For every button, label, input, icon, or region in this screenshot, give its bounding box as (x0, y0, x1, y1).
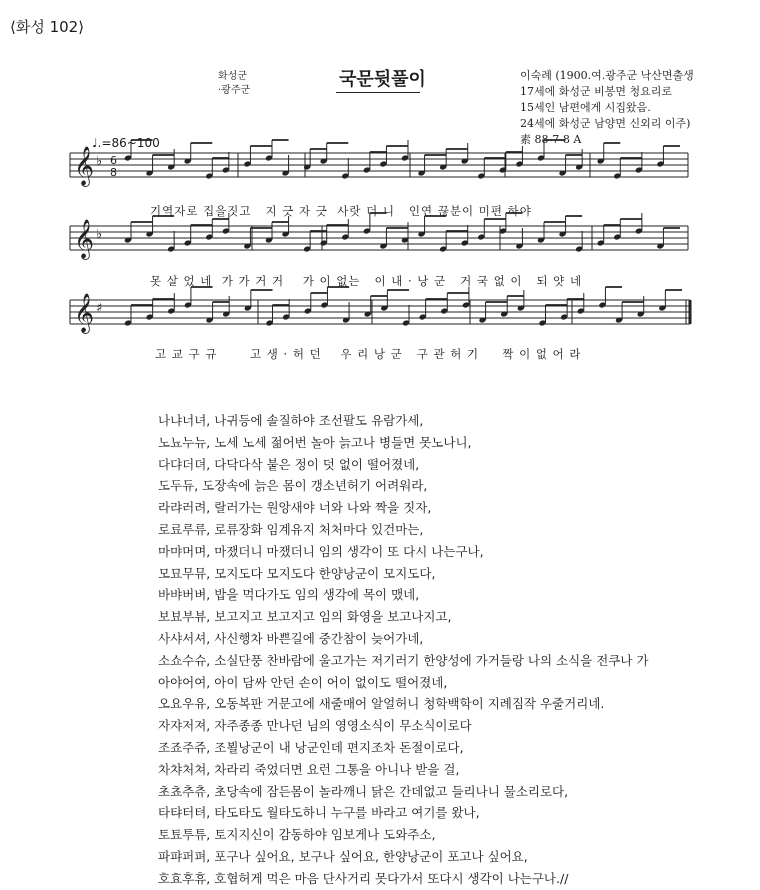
verse-line: 차챠처쳐, 차라리 죽었더면 요런 그통을 아니나 받을 걸, (158, 761, 460, 777)
info-line: 15세인 남편에게 시집왔음. (520, 101, 651, 114)
info-line: 이숙례 (1900.여.광주군 낙산면출생 (520, 69, 694, 82)
verse-line: 호효후휴, 호협허게 먹은 마음 단사거리 못다가서 또다시 생각이 나는구나.// (158, 870, 569, 886)
verse-line: 파퍄퍼펴, 포구나 싶어요, 보구나 싶어요, 한양낭군이 포고나 싶어요, (158, 848, 528, 864)
staff-1 (70, 140, 688, 187)
music-score (0, 0, 760, 400)
verse-line: 소쇼수슈, 소실단풍 찬바람에 울고가는 저기러기 한양성에 가거들랑 나의 소식을 전쿠나 가 (158, 652, 649, 668)
verse-line: 조죠주쥬, 조뵐낭군이 내 낭군인데 편지조차 돈절이로다, (158, 739, 464, 755)
flat-icon: ♭ (96, 227, 103, 242)
lyric-line-3: 고 교 구 규 고 생 · 허 던 우 리 낭 군 구 관 허 기 짝 이 없 어 라 (155, 347, 582, 361)
verse-line: 자쟈저져, 자주종종 만나던 님의 영영소식이 무소식이로다 (158, 718, 472, 734)
verse-line: 바뱌버벼, 밥을 먹다가도 임의 생각에 목이 맸네, (158, 587, 420, 603)
verse-line: 아야어여, 아이 담싸 안던 손이 어이 없이도 떨어졌네, (158, 674, 448, 690)
lyric-line-2: 못 살 었 네 가 가 거 거 가 이 없는 이 내 · 낭 군 거 국 없 이 되 얏 네 (150, 274, 583, 288)
info-line: 24세에 화성군 남양면 신외리 이주) (520, 117, 691, 130)
verse-line: 토툐투튜, 토지지신이 감동하야 임보게나 도와주소, (158, 827, 436, 843)
treble-clef-icon: 𝄞 (74, 219, 95, 259)
region-line-1: 화성군 (218, 71, 247, 82)
verse-line: 보뵤부뷰, 보고지고 보고지고 임의 화영을 보고나지고, (158, 609, 452, 625)
region-line-2: ·광주군 (218, 85, 251, 96)
verse-line: 사샤서셔, 사신행차 바쁜길에 중간참이 늦어가네, (158, 630, 424, 646)
time-signature-bottom: 8 (110, 166, 117, 179)
verse-line: 로료루류, 로류장화 임계유지 처처마다 있건마는, (158, 521, 424, 537)
verse-list (158, 410, 748, 890)
verse-line: 오요우유, 오동복판 거문고에 새줄매어 알얼허니 청학백학이 지례짐작 우줄거리네. (158, 696, 605, 712)
verse-line: 모묘무뮤, 모지도다 모지도다 한양낭군이 모지도다, (158, 565, 436, 581)
song-title: 국문뒷풀이 (339, 69, 426, 90)
info-line: 素 88-7-8 A (520, 133, 582, 146)
verse-line: 도두듀, 도장속에 늙은 몸이 갱소년허기 어려워라, (158, 478, 428, 494)
time-signature-top: 6 (110, 154, 117, 167)
page-label: ⟨화성 102⟩ (10, 18, 85, 36)
verse-line: 타탸터텨, 타도타도 월타도하니 누구를 바라고 여기를 왔나, (158, 805, 480, 821)
tempo-marking: ♩.=86~100 (92, 136, 160, 150)
treble-clef-icon: 𝄞 (74, 293, 95, 333)
flat-icon: ♭ (96, 154, 103, 169)
lyric-line-1: 기역자로 집을짓고 지 긋 자 긋 사랏 더 니 인연 끊분이 미편 하야 (150, 204, 532, 218)
verse-line: 마먀머며, 마쟀더니 마쟀더니 임의 생각이 또 다시 나는구나, (158, 543, 484, 559)
staff-2 (70, 213, 688, 260)
sharp-icon: ♯ (96, 301, 103, 316)
verse-line: 다댜더뎌, 다닥다삭 붙은 정이 덧 없이 떨어졌네, (158, 456, 420, 472)
verse-line: 라랴러려, 랄러가는 원앙새야 너와 나와 짝을 짓자, (158, 500, 432, 516)
staff-3 (70, 287, 690, 334)
treble-clef-icon: 𝄞 (74, 146, 95, 186)
info-line: 17세에 화성군 비봉면 청요리로 (520, 85, 672, 98)
verse-line: 나냐너녀, 나귀등에 솔질하야 조선팔도 유람가세, (158, 413, 424, 428)
verse-line: 초쵸추츄, 초당속에 잠든몸이 놀라깨니 닭은 간데없고 들리나니 물소리로다, (158, 783, 569, 799)
verse-line: 노뇨누뉴, 노세 노세 젊어번 놀아 늙고나 병들면 못노나니, (158, 434, 472, 450)
